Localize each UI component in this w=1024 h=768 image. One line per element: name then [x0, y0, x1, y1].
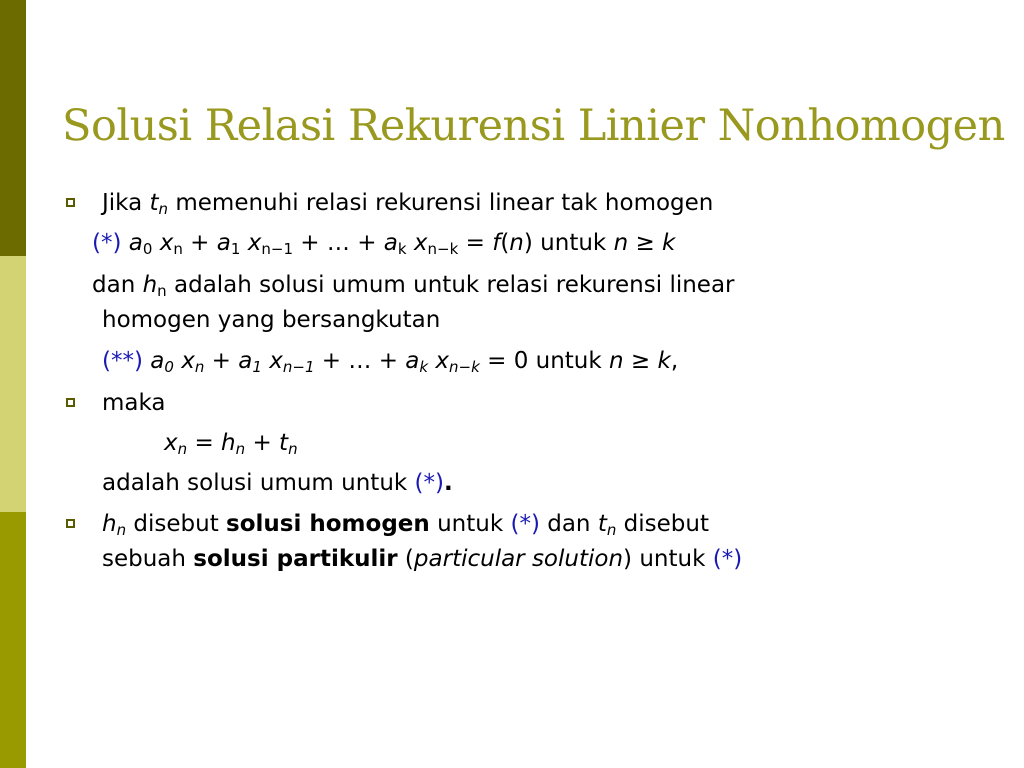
bullet-square-icon — [66, 398, 75, 407]
equation-general-solution — [164, 429, 298, 457]
reference-mark: (*) — [414, 470, 444, 496]
var: h — [221, 430, 236, 456]
line-jika — [102, 189, 713, 217]
subscript: n — [158, 200, 169, 218]
reference-mark: (*) — [510, 511, 540, 537]
var: t — [279, 430, 289, 456]
reference-mark: (*) — [712, 546, 743, 572]
subscript: 0 — [142, 240, 153, 258]
reference-mark: (**) — [102, 348, 143, 374]
var: a — [150, 348, 165, 374]
operator: + — [182, 230, 217, 256]
line-disebut — [102, 510, 709, 538]
subscript: 1 — [230, 240, 241, 258]
text: dan — [92, 272, 143, 298]
line-maka: maka — [102, 390, 166, 416]
paren: ) — [523, 230, 533, 256]
text: , — [670, 348, 679, 374]
var: k — [657, 348, 671, 374]
text: ( — [397, 546, 414, 572]
operator: + … + — [314, 348, 406, 374]
text: disebut — [126, 511, 227, 537]
subscript: n−1 — [261, 240, 293, 258]
decor-bar-top — [0, 0, 26, 256]
operator: = — [187, 430, 222, 456]
var: x — [247, 230, 262, 256]
var: x — [435, 348, 450, 374]
subscript: n — [606, 521, 617, 539]
bullet-square-icon — [66, 519, 75, 528]
text: memenuhi relasi rekurensi linear tak homogen — [168, 190, 714, 216]
var: n — [609, 348, 624, 374]
equation-double-star — [102, 347, 678, 375]
line-adalah — [102, 469, 453, 497]
var: a — [383, 230, 398, 256]
var: x — [159, 230, 174, 256]
term-particular: solusi partikulir — [193, 546, 398, 572]
operator: ≥ — [623, 348, 658, 374]
subscript: n−k — [449, 358, 480, 376]
text: disebut — [616, 511, 710, 537]
var: a — [405, 348, 420, 374]
subscript: n — [157, 282, 167, 300]
operator: + — [204, 348, 239, 374]
var: a — [238, 348, 253, 374]
var: a — [216, 230, 231, 256]
decor-bar-middle — [0, 256, 26, 512]
subscript: n — [116, 521, 127, 539]
var: h — [142, 272, 158, 298]
var: t — [149, 190, 159, 216]
operator: = — [458, 230, 493, 256]
var: x — [413, 230, 428, 256]
var: f — [492, 230, 501, 256]
slide-title: Solusi Relasi Rekurensi Linier Nonhomogen — [62, 101, 1005, 151]
text: adalah solusi umum untuk relasi rekurensi linear — [166, 272, 735, 298]
text: untuk — [429, 511, 511, 537]
subscript: k — [419, 358, 429, 376]
subscript: n−1 — [282, 358, 315, 376]
text: Jika — [102, 190, 150, 216]
var: n — [613, 230, 629, 256]
var: t — [597, 511, 607, 537]
subscript: n — [194, 358, 205, 376]
var: x — [269, 348, 283, 374]
operator: ≥ — [628, 230, 663, 256]
text: ) untuk — [623, 546, 713, 572]
text: sebuah — [102, 546, 194, 572]
var: h — [102, 511, 117, 537]
bullet-square-icon — [66, 198, 75, 207]
subscript: n — [288, 440, 298, 458]
text: = 0 untuk — [479, 348, 610, 374]
var: a — [128, 230, 143, 256]
subscript: n — [177, 440, 188, 458]
text: dan — [539, 511, 598, 537]
line-dan — [92, 271, 735, 299]
operator: + … + — [293, 230, 384, 256]
text: particular solution — [413, 546, 624, 572]
paren: ( — [500, 230, 510, 256]
decor-bar-bottom — [0, 512, 26, 768]
line-sebuah — [102, 545, 742, 573]
subscript: 1 — [252, 358, 262, 376]
var: x — [181, 348, 195, 374]
subscript: n — [235, 440, 246, 458]
subscript: 0 — [164, 358, 174, 376]
subscript: n — [173, 240, 183, 258]
text: adalah solusi umum untuk — [102, 470, 415, 496]
var: x — [164, 430, 178, 456]
term-homogeneous: solusi homogen — [226, 511, 430, 537]
line-homogen: homogen yang bersangkutan — [102, 307, 441, 333]
equation-star — [92, 229, 675, 257]
subscript: k — [397, 240, 407, 258]
var: k — [662, 230, 676, 256]
reference-mark: (*) — [92, 230, 122, 256]
text: . — [443, 470, 453, 496]
operator: + — [245, 430, 280, 456]
subscript: n−k — [427, 240, 459, 258]
var: n — [509, 230, 524, 256]
text: untuk — [532, 230, 614, 256]
